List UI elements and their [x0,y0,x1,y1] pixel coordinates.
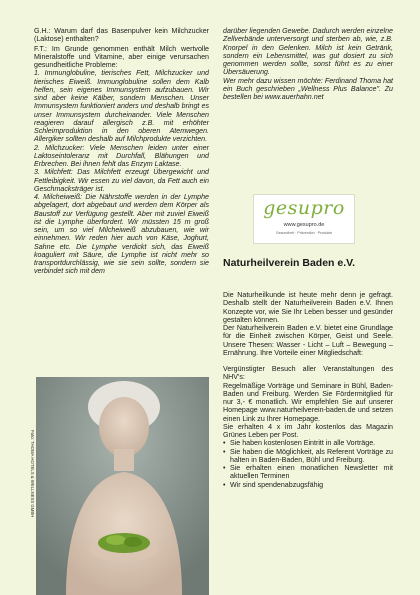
events-text: Regelmäßige Vorträge und Seminare in Bühl, Baden-Baden und Freiburg. Werden Sie Fördermitglied für nur 3,- € monatlich. Wir empfehlen Sie auf unserer Homepage www.naturheilverein-baden.de und setzen einen Link zu Ihrer Homepage. [223,381,393,423]
answer-point-4: 4. Milcheiweiß: Die Nährstoffe werden in der Lymphe abgelagert, dort abgebaut und werden dem Körper als Baustoff zur Verfügung gestellt. Aber mit zuviel Eiweiß ist die Lymphe überfordert. Wir müssten 15 m groß sein, um so viel Milcheiweiß abzubauen, wie wir einnehmen. Wir reden hier auch von Käse, Joghurt, Sahne etc. Die Lymphe verdickt sich, das Eiweiß koaguliert mit Säure, die Lymphe ist nicht mehr so transportdurchlässig, wie sie sein sollte, sondern sie verbindet sich mit dem [34,193,209,276]
magazine-text: Sie erhalten 4 x im Jahr kostenlos das Magazin Grünes Leben per Post. [223,422,393,439]
association-intro: Die Naturheilkunde ist heute mehr denn je gefragt. Deshalb stellt der Naturheilverein Baden e.V. Ihnen Konzepte vor, wie Sie Ihr Leben besser und gesünder gestalten können. [223,291,393,324]
logo-tagline: Gesundheit · Prävention · Produkte [275,231,333,235]
spa-photo [36,377,209,595]
answer-intro: F.T.: Im Grunde genommen enthält Milch wertvolle Mineralstoffe und Vitamine, aber einige verursachen gesundheitliche Probleme: [34,44,209,69]
interview-question: G.H.: Warum darf das Basenpulver kein Milchzucker (Laktose) enthalten? [34,27,209,44]
book-note: Wer mehr dazu wissen möchte: Ferdinand Thoma hat ein Buch geschrieben „Wellness Plus Balance". Zu bestellen bei www.auerhahn.net [223,76,393,101]
association-column [223,291,393,489]
photo-credit: Foto: THOMA HOTELS & WELLNESS GMBH [30,430,35,518]
benefits-title: Vergünstigter Besuch aller Veranstaltungen des NHV's: [223,365,393,382]
list-item: • Wir sind spendenabzugsfähig [223,481,393,489]
answer-point-2: 2. Milchzucker: Viele Menschen leiden unter einer Laktoseintoleranz mit Durchfall, Blähungen und Erbrechen. Bei ihnen fehlt das Enzym Laktase. [34,143,209,168]
benefits-list [223,439,393,489]
list-item: • Sie haben die Möglichkeit, als Referent Vorträge zu halten in Baden-Baden, Bühl und Freiburg. [223,448,393,465]
interview-column [34,27,209,276]
answer-point-1: 1. Immunglobuline, tierisches Fett, Milchzucker und tierisches Eiweiß. Immunglobuline sollen dem Kalb helfen, sein eigenes Immunsystem aufzubauen. Wir sind aber keine Kälber, sondern Menschen. Unser Immunsystem funktioniert anders und deshalb bringt es unser Immunsystem durcheinander. Viele Menschen reagieren darauf allergisch z.B. mit erhöhter Schleimproduktion in den oberen Atemwegen. Allergiker sollten deshalb auf Milchprodukte verzichten. [34,69,209,144]
answer-point-3: 3. Milchfett: Das Milchfett erzeugt Übergewicht und Fettleibigkeit. Wir essen zu viel davon, da Fett auch ein Geschmacksträger ist. [34,168,209,193]
gesupro-logo [253,194,355,244]
continuation-text: darüber liegenden Gewebe. Dadurch werden einzelne Zellverbände unterversorgt und sterben ab, wie, z.B. Knorpel in den Gelenken. Milch ist kein Getränk, sondern ein Lebensmittel, was gut dosiert zu sich genommen werden sollte, sonst führt es zu einer Übersäuerung. [223,27,393,77]
logo-wordmark: gesupro [263,197,345,219]
section-heading: Naturheilverein Baden e.V. [223,257,356,269]
list-item: • Sie haben kostenlosen Eintritt in alle Vorträge. [223,439,393,447]
logo-url: www.gesupro.de [283,222,325,228]
interview-continuation [223,27,393,101]
association-foundation: Der Naturheilverein Baden e.V. bietet eine Grundlage für die Einheit zwischen Körper, Geist und Seele. Unsere Thesen: Wasser - Licht – Luft – Bewegung – Ernährung. Ihre Vorteile einer Mitgliedschaft: [223,324,393,357]
list-item: • Sie erhalten einen monatlichen Newsletter mit aktuellen Terminen [223,464,393,481]
woman-with-moss-image [36,377,209,595]
